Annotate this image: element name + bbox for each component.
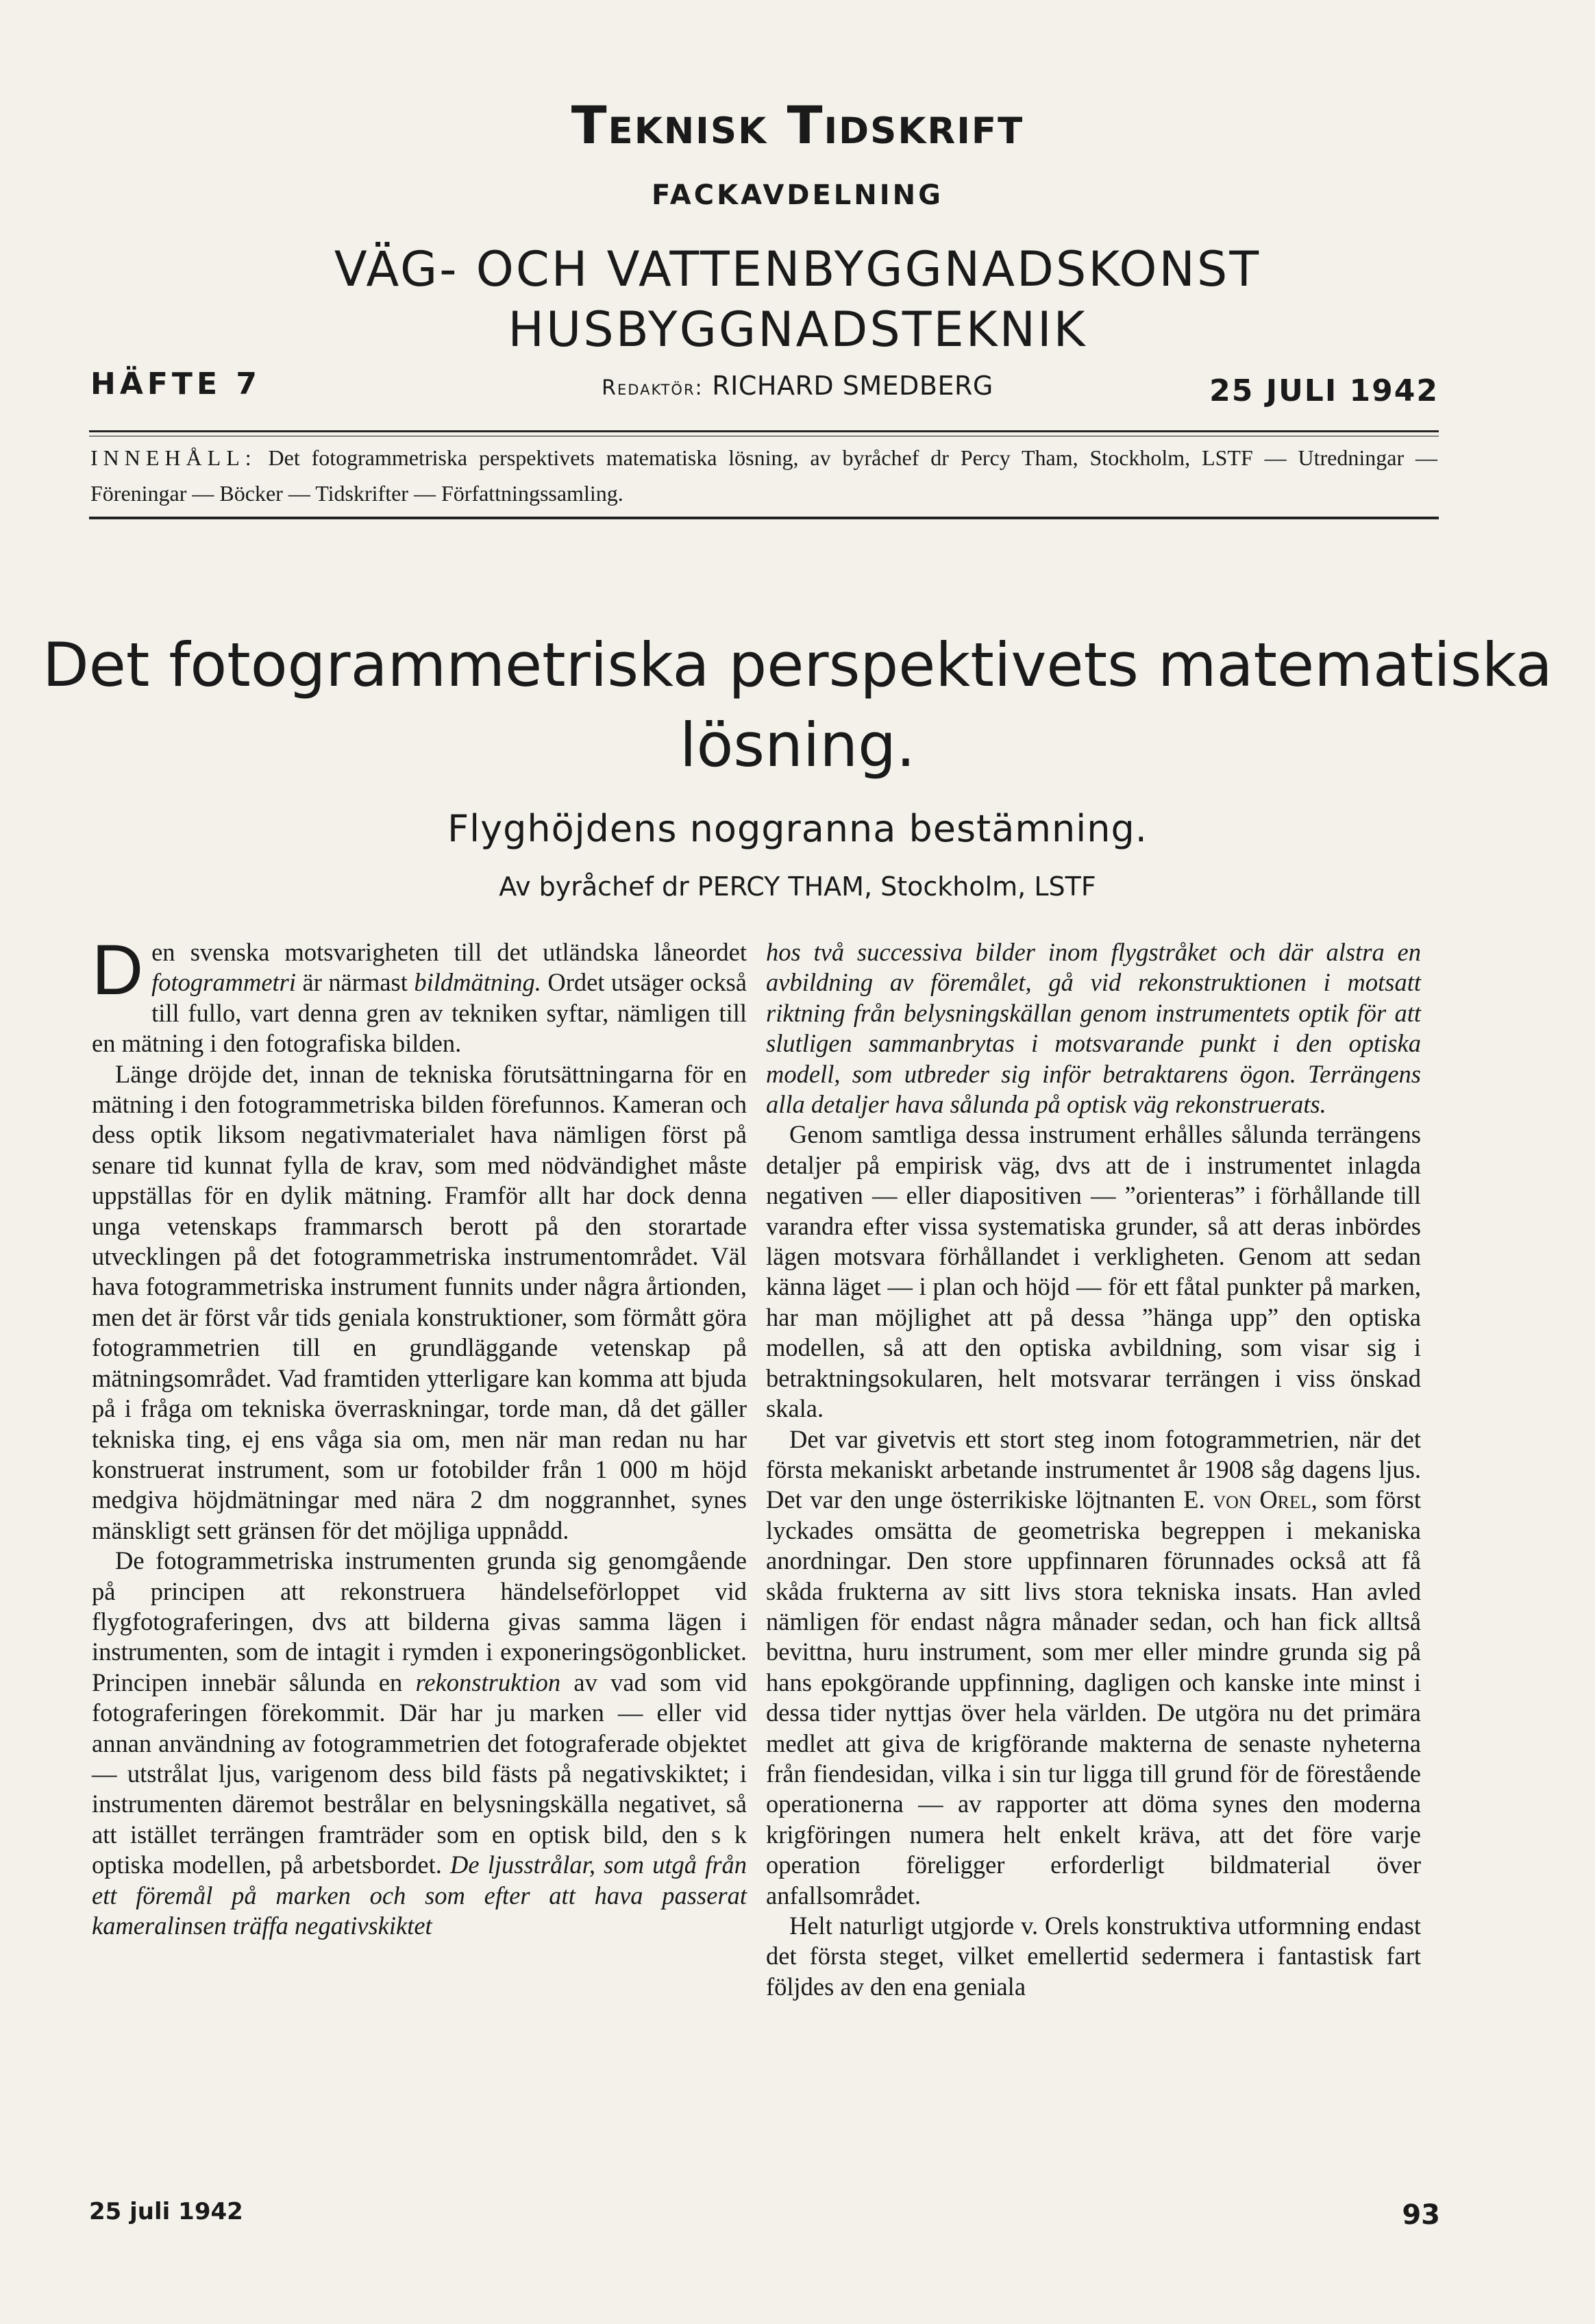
paragraph: Helt naturligt utgjorde v. Orels konstruktiva utformning endast det första steget, vilket emellertid sedermera i fantastisk fart följdes av den ena geniala <box>766 1912 1421 2001</box>
contents-text: Det fotogrammetriska perspektivets matematiska lösning, av byråchef dr Percy Tham, Stockholm, LSTF — Utredningar — Föreningar — Böcker — Tidskrifter — Författningssamling. <box>90 445 1438 506</box>
page-number: 93 <box>1402 2199 1440 2231</box>
department-line-1: VÄG- OCH VATTENBYGGNADSKONST <box>334 241 1261 297</box>
text-run: är närmast <box>296 968 415 997</box>
text-run: Ordet utsäger också till fullo, vart denna gren av tekniken syftar, nämligen till en mätning i den fotografiska bilden. <box>92 968 747 1058</box>
text-run-italic: De ljusstrålar, som utgå från ett föremål på marken och som efter att hava passerat kameralinsen träffa negativskiktet <box>92 1851 747 1940</box>
text-run-italic: hos två successiva bilder inom flygstråket och där alstra en avbildning av föremålet, gå vid rekonstruktionen i motsatt riktning från belysningskällan genom instrumentets optik för att slutligen sammanbrytas i motsvarande punkt i den optiska modell, som utbreder sig inför betraktarens ögon. Terrängens alla detaljer hava sålunda på optisk väg rekonstruerats. <box>766 938 1421 1119</box>
paragraph <box>92 1546 747 1941</box>
article-title-continued: lösning. <box>680 710 915 780</box>
table-of-contents <box>90 440 1437 511</box>
issue-number: HÄFTE 7 <box>90 367 261 401</box>
article-byline: Av byråchef dr PERCY THAM, Stockholm, LSTF <box>499 872 1096 902</box>
drop-cap: D <box>92 930 144 1010</box>
department-line-2: HUSBYGGNADSTEKNIK <box>508 301 1087 358</box>
editor-label: Redaktör: <box>602 376 704 400</box>
paragraph: Genom samtliga dessa instrument erhålles sålunda terrängens detaljer på empirisk väg, dvs att de i instrumentet inlagda negativen — eller diapositiven — ”orienteras” i förhållande till varandra efter vissa systematiska grunder, så att deras inbördes lägen motsvara förhållandet i verkligheten. Genom att sedan känna läget — i plan och höjd — för ett fåtal punkter på marken, har man möjlighet att på dessa ”hänga upp” den optiska modellen, så att den optiska avbildning, som visar sig i betraktningsokularen, helt motsvarar terrängen i viss önskad skala. <box>766 1120 1421 1423</box>
section-label: FACKAVDELNING <box>652 180 943 211</box>
journal-title: Teknisk Tidskrift <box>571 95 1024 156</box>
column-right <box>766 937 1421 2002</box>
footer-date: 25 juli 1942 <box>89 2198 243 2225</box>
header-rule-top <box>89 430 1439 432</box>
header-rule-bottom <box>89 517 1439 519</box>
paragraph-intro <box>92 930 747 1059</box>
column-left <box>92 930 747 1941</box>
text-run: en svenska motsvarigheten till det utländska låneordet <box>151 938 747 966</box>
text-run-italic: fotogrammetri <box>151 968 297 997</box>
contents-label: INNEHÅLL: <box>90 445 257 470</box>
paragraph <box>766 1424 1421 1912</box>
editor-name: RICHARD SMEDBERG <box>712 371 993 401</box>
issue-date: 25 JULI 1942 <box>1209 373 1439 408</box>
text-run: De fotogrammetriska instrumenten grunda sig genomgående på principen att rekonstruera händelseförloppet vid flygfotograferingen, dvs att bilderna givas samma lägen i instrumenten, som de intagit i rymden i exponeringsögonblicket. Principen innebär sålunda en <box>92 1546 747 1696</box>
paragraph <box>766 937 1421 1120</box>
text-run: Det var givetvis ett stort steg inom fotogrammetrien, när det första mekaniskt arbetande instrumentet år 1908 såg dagens ljus. Det var den unge österrikiske löjtnanten E. <box>766 1424 1421 1514</box>
article-subtitle: Flyghöjdens noggranna bestämning. <box>447 807 1148 850</box>
text-run-italic: rekonstruktion <box>415 1668 561 1696</box>
paragraph: Länge dröjde det, innan de tekniska förutsättningarna för en mätning i den fotogrammetriska bilden förefunnos. Kameran och dess optik liksom negativmaterialet hava nämligen först på senare tid kunnat fylla de krav, som med nödvändighet måste uppställas för en dylik mätning. Framför allt har dock denna unga vetenskaps frammarsch berott på den storartade utvecklingen på det fotogrammetriska instrumentområdet. Väl hava fotogrammetriska instrument funnits under några årtionden, men det är först vår tids geniala konstruktioner, som förmått göra fotogrammetrien till en grundläggande vetenskap på mätningsområdet. Vad framtiden ytterligare kan komma att bjuda på i fråga om tekniska överraskningar, torde man, då det gäller tekniska ting, ej ens våga sia om, men när man redan nu har konstruerat instrument, som ur fotobilder från 1 000 m höjd medgiva höjdmätningar med nära 2 dm noggrannhet, synes mänskligt sett gränsen för det möjliga uppnådd. <box>92 1059 747 1544</box>
article-title: Det fotogrammetriska perspektivets matematiska <box>42 630 1553 700</box>
text-run-smallcaps: von Orel <box>1213 1485 1311 1514</box>
text-run-italic: bildmätning. <box>414 968 541 997</box>
text-run: av vad som vid fotograferingen förekommit. Där har ju marken — eller vid annan användning av fotogrammetrien det fotograferade objektet — utstrålat ljus, varigenom dess bild fästs på negativskiktet; i instrumenten däremot bestrålar en belysningskälla negativet, så att istället terrängen framträder som en optisk bild, den s k optiska modellen, på arbetsbordet. <box>92 1668 747 1879</box>
text-run: , som först lyckades omsätta de geometriska begreppen i mekaniska anordningar. Den store uppfinnaren förunnades också att få skåda frukterna av sitt livs stora tekniska insats. Han avled nämligen för endast några månader sedan, och han fick alltså bevittna, huru instrument, som mer eller mindre grunda sig på hans epokgörande uppfinning, dagligen och kanske inte minst i dessa tider nyttjas över hela världen. De utgöra nu det primära medlet att giva de krigförande makterna de senaste nyheterna från fiendesidan, vilka i sin tur ligga till grund för de förestående operationerna — av rapporter att döma synes den moderna krigföringen numera helt enkelt kräva, att det före varje operation föreligger erforderligt bildmaterial över anfallsområdet. <box>766 1485 1422 1909</box>
